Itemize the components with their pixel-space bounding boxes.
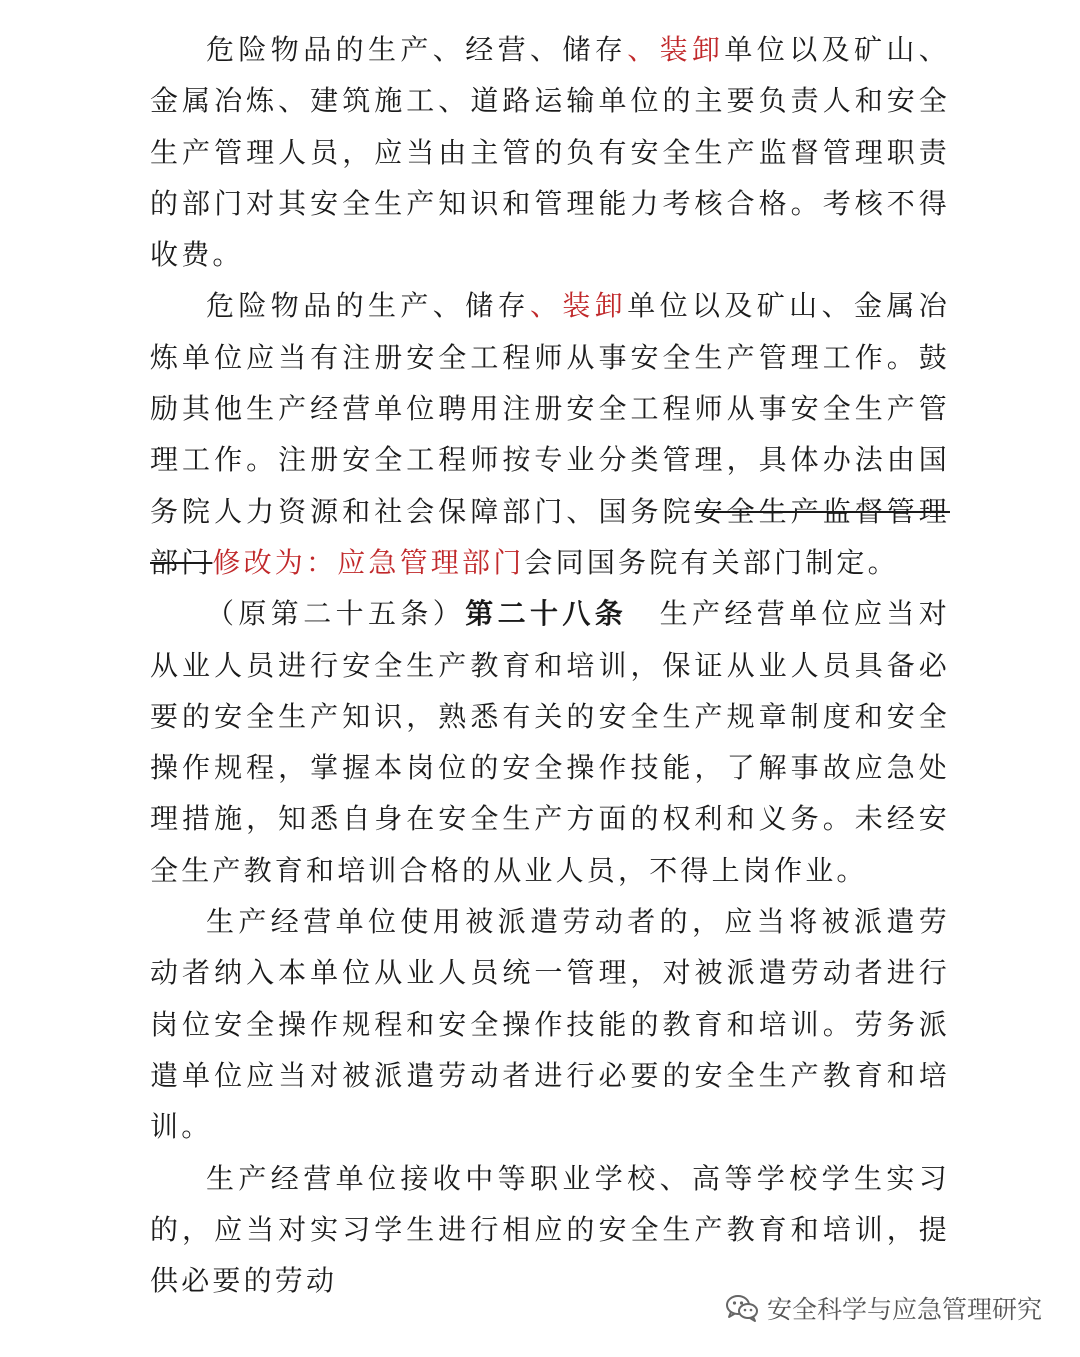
wechat-icon [725, 1293, 759, 1323]
paragraph-3 [150, 588, 950, 896]
text-run: 生产经营单位接收中等职业学校、高等学校学生实习的，应当对实习学生进行相应的安全生产教育和培训，提供必要的劳动 [150, 1161, 950, 1298]
text-run: 生产经营单位应当对从业人员进行安全生产教育和培训，保证从业人员具备必要的安全生产知识，熟悉有关的安全生产规章制度和安全操作规程，掌握本岗位的安全操作技能，了解事故应急处理措施，知悉自身在安全生产方面的权利和义务。未经安全生产教育和培训合格的从业人员，不得上岗作业。 [150, 597, 950, 887]
paragraph-1 [150, 24, 950, 280]
text-run: 会同国务院有关部门制定。 [524, 545, 899, 579]
text-run: 危险物品的生产、储存 [206, 289, 530, 323]
document-body [150, 24, 950, 1306]
article-number: 第二十八条 [465, 597, 628, 631]
revision-insert: 修改为：应急管理部门 [212, 545, 525, 579]
text-run: 单位以及矿山、金属冶炼单位应当有注册安全工程师从事安全生产管理工作。鼓励其他生产经营单位聘用注册安全工程师从事安全生产管理工作。注册安全工程师按专业分类管理，具体办法由国务院人力资源和社会保障部门、国务院 [150, 289, 950, 528]
text-run: 危险物品的生产、经营、储存 [206, 33, 628, 66]
revision-deletion: 安全生产监督管理部门 [150, 494, 950, 579]
paragraph-5 [150, 1153, 950, 1307]
watermark-text: 安全科学与应急管理研究 [766, 1295, 1042, 1324]
account-watermark [725, 1290, 1042, 1326]
revision-insert: 、装卸 [627, 33, 725, 66]
revision-insert: 、装卸 [529, 289, 628, 323]
original-article-ref: （原第二十五条） [206, 597, 466, 631]
paragraph-4 [150, 896, 950, 1152]
text-run: 生产经营单位使用被派遣劳动者的，应当将被派遣劳动者纳入本单位从业人员统一管理，对被派遣劳动者进行岗位安全操作规程和安全操作技能的教育和培训。劳务派遣单位应当对被派遣劳动者进行必要的安全生产教育和培训。 [150, 905, 950, 1144]
text-run: 单位以及矿山、金属冶炼、建筑施工、道路运输单位的主要负责人和安全生产管理人员，应当由主管的负有安全生产监督管理职责的部门对其安全生产知识和管理能力考核合格。考核不得收费。 [150, 33, 950, 272]
paragraph-2 [150, 280, 950, 588]
